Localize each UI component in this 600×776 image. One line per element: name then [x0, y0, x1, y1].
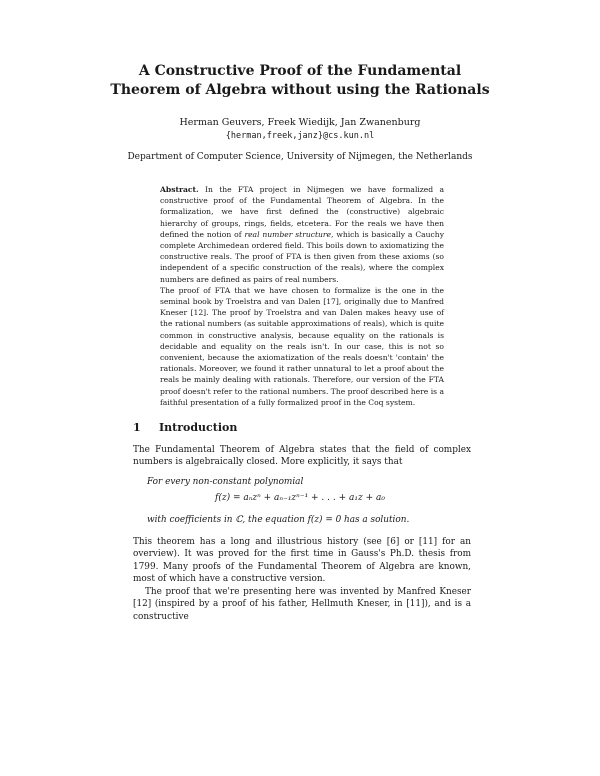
theorem-statement-line-2: with coefficients in ℂ, the equation f(z) = 0 has a solution. — [147, 515, 410, 525]
author-names: Herman Geuvers, Freek Wiedijk, Jan Zwanenburg — [179, 117, 421, 128]
intro-paragraph-2: This theorem has a long and illustrious history (see [6] or [11] for an overview). It was proved for the first time in Gauss's Ph.D. thesis from 1799. Many proofs of the Fundamental Theorem of Algebra are known, most of which have a constructive version. — [133, 537, 471, 585]
abstract-paragraph-1 — [160, 184, 444, 285]
paper-title-line-2: Theorem of Algebra without using the Rationals — [110, 82, 490, 98]
author-emails: {herman,freek,janz}@cs.kun.nl — [225, 131, 375, 141]
polynomial-formula: f(z) = aₙzⁿ + aₙ₋₁zⁿ⁻¹ + . . . + a₁z + a₀ — [215, 493, 385, 503]
section-heading — [133, 421, 237, 434]
abstract-p1-text-a: In the FTA project in Nijmegen we have formalized a constructive proof of the Fundamental Theorem of Algebra. In the formalization, we have first defined the (constructive) algebraic hierarchy of groups, rings, fields, etcetera. For the reals we have then defined the notion of — [160, 185, 444, 239]
abstract — [160, 184, 444, 408]
abstract-p1-text-b: , which is basically a Cauchy complete Archimedean ordered field. This boils down to axiomatizing the constructive reals. The proof of FTA is then given from these axioms (so independent of a specific construction of the reals), where the complex numbers are defined as pairs of real numbers. — [160, 229, 444, 284]
intro-paragraph-1: The Fundamental Theorem of Algebra states that the field of complex numbers is algebraically closed. More explicitly, it says that — [133, 445, 471, 468]
intro-paragraph-3: The proof that we're presenting here was invented by Manfred Kneser [12] (inspired by a proof of his father, Hellmuth Kneser, in [11]), and is a constructive — [133, 587, 471, 622]
abstract-label: Abstract. — [160, 185, 199, 194]
section-title: Introduction — [159, 421, 238, 434]
abstract-p1-emphasis: real number structure — [244, 229, 332, 239]
abstract-paragraph-2: The proof of FTA that we have chosen to formalize is the one in the seminal book by Troelstra and van Dalen [17], originally due to Manfred Kneser [12]. The proof by Troelstra and van Dalen makes heavy use of the rational numbers (as suitable approximations of reals), which is quite common in constructive analysis, because equality on the rationals is decidable and equality on the reals isn't. In our case, this is not so convenient, because the axiomatization of the reals doesn't 'contain' the rationals. Moreover, we found it rather unnatural to let a proof about the reals be mainly dealing with rationals. Therefore, our version of the FTA proof doesn't refer to the rational numbers. The proof described here is a faithful presentation of a fully formalized proof in the Coq system. — [160, 285, 444, 407]
affiliation: Department of Computer Science, University of Nijmegen, the Netherlands — [127, 152, 473, 162]
paper-title-line-1: A Constructive Proof of the Fundamental — [138, 63, 462, 79]
theorem-statement-line-1: For every non-constant polynomial — [147, 477, 304, 487]
section-number: 1 — [133, 421, 141, 434]
